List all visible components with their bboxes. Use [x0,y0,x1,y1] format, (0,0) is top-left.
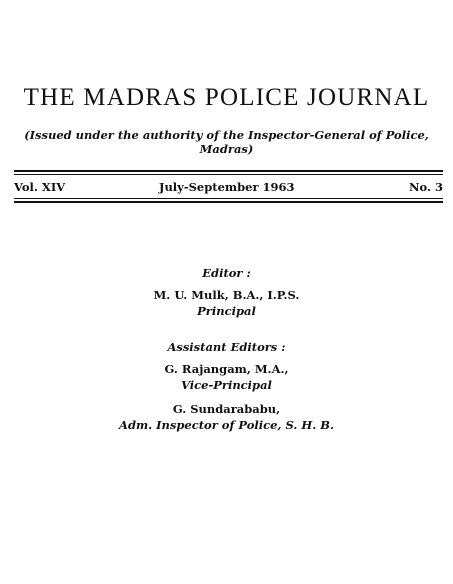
assistant-editors-heading: Assistant Editors : [167,340,286,354]
assistant-editor-2-name: G. Sundarababu, [172,402,281,416]
issue-info-line [14,180,443,196]
assistant-editor-2-role: Adm. Inspector of Police, S. H. B. [119,418,334,432]
editor-role: Principal [197,304,256,318]
issue-period: July-September 1963 [159,180,295,194]
assistant-editor-1-role: Vice-Principal [181,378,272,392]
editor-heading: Editor : [202,266,251,280]
divider-bottom-thick [14,201,443,203]
journal-subtitle: (Issued under the authority of the Inspector-General of Police, Madras) [24,128,429,156]
volume-number: Vol. XIV [14,180,66,194]
journal-title: THE MADRAS POLICE JOURNAL [23,84,430,111]
divider-bottom-thin [14,198,443,199]
assistant-editor-1-name: G. Rajangam, M.A., [164,362,289,376]
issue-number: No. 3 [409,180,443,194]
divider-top-thick [14,170,443,172]
divider-top-thin [14,174,443,175]
editor-name: M. U. Mulk, B.A., I.P.S. [153,288,300,302]
